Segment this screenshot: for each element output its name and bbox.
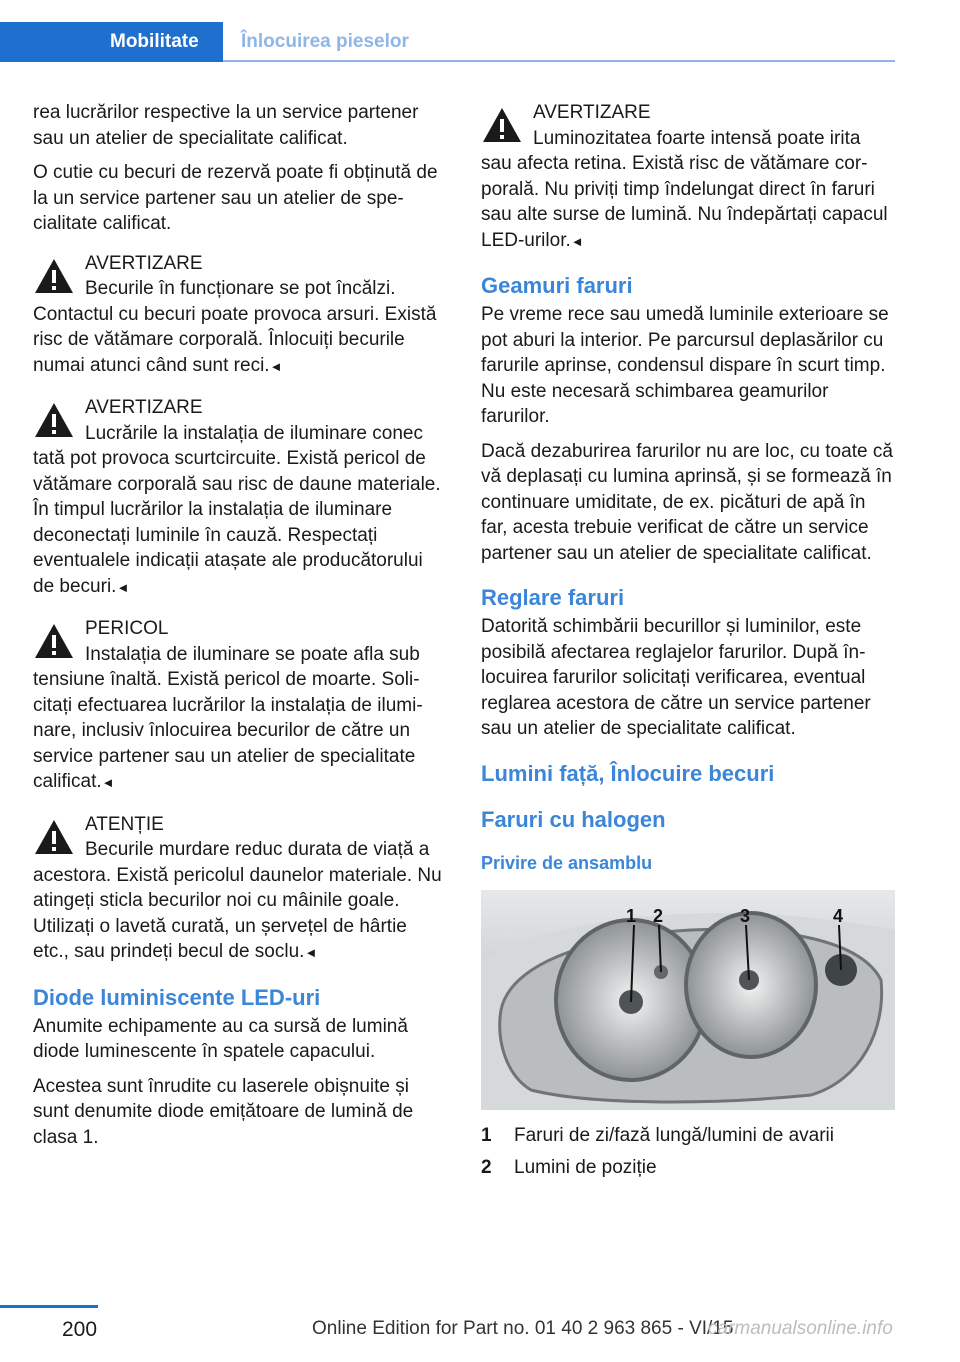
right-column [481, 100, 896, 1184]
warning-triangle-icon [33, 401, 75, 439]
edition-text: Online Edition for Part no. 01 40 2 963 865 - VI/15 [312, 1318, 734, 1339]
paragraph: Anumite echipamente au ca sursă de lumină diode luminescente în spatele capacului. [33, 1015, 408, 1062]
page-header [0, 0, 960, 62]
legend-item [481, 1152, 896, 1184]
subheading-ansamblu: Privire de ansamblu [481, 852, 653, 873]
warning-title: AVERTIZARE [533, 102, 651, 123]
headlight-illustration [481, 890, 895, 1110]
paragraph: Acestea sunt înrudite cu laserele obișnuite și sunt denumite diode emițătoare de lumină de clasa 1. [33, 1075, 414, 1148]
paragraph: Dacă dezaburirea farurilor nu are loc, cu toate că vă deplasați cu lumina aprinsă, și se formează în continuare umiditate, de ex. picături de apă în far, acesta trebuie verificat de către un service partener sau un atelier de specialitate calificat. [481, 440, 893, 564]
warning-triangle-icon [33, 257, 75, 295]
warning-text: Becurile în funcționare se pot încălzi. [85, 278, 396, 299]
warning-text: Instalația de iluminare se poate afla sub [85, 643, 420, 665]
paragraph: Datorită schimbării becurillor și luminilor, este posibilă afectarea reglajelor farurilor. După înlocuirea farurilor solicitați verificarea, eventual reglarea acestora de către un service partener sau un atelier de specialitate calificat. [481, 616, 871, 739]
end-mark: ◄ [116, 579, 130, 595]
warning-block [33, 395, 448, 600]
end-mark: ◄ [269, 358, 283, 374]
paragraph: rea lucrărilor respective la un service partener sau un atelier de specialitate calificat. [33, 102, 419, 149]
warning-triangle-icon [481, 106, 523, 144]
section-heading-halogen: Faruri cu halogen [481, 806, 666, 832]
end-mark: ◄ [304, 945, 318, 960]
page-number: 200 [62, 1318, 98, 1341]
section-heading-lumini: Lumini față, Înlocuire becuri [481, 760, 775, 786]
legend-item [481, 1120, 896, 1152]
section-tab: Înlocuirea pieselor [241, 31, 409, 52]
figure-label: 3 [740, 905, 751, 926]
warning-title: PERICOL [85, 618, 169, 639]
section-heading-geamuri: Geamuri faruri [481, 273, 633, 298]
warning-text: sau afecta retina. Există risc de vătămare corporală. Nu priviți timp îndelungat direct în faruri sau alte surse de lumină. Nu îndepărtați capacul LED-urilor. [481, 153, 888, 251]
danger-block [33, 616, 448, 796]
warning-title: AVERTIZARE [85, 397, 203, 418]
warning-text: Becurile murdare reduc durata de viață a [85, 839, 430, 860]
warning-text: Contactul cu becuri poate provoca arsuri. Există risc de vătămare corporală. Înlocuiți becurile numai atunci când sunt reci. [33, 303, 437, 376]
headlight-figure [481, 890, 895, 1110]
section-heading-reglare: Reglare faruri [481, 585, 625, 610]
warning-text: acestora. Există pericolul daunelor materiale. Nu atingeți sticla becurilor noi cu mâinile goale. Utilizați o lavetă curată, un șervețel de hârtie etc., sau prindeți becul de soclu. [33, 864, 442, 962]
legend-number: 2 [481, 1156, 492, 1178]
watermark: carmanualsonline.info [708, 1318, 893, 1339]
warning-block [481, 100, 896, 254]
figure-label: 4 [833, 905, 844, 926]
caution-block [33, 812, 448, 966]
legend-text: Faruri de zi/fază lungă/lumini de avarii [514, 1124, 834, 1146]
figure-label: 1 [626, 905, 637, 926]
warning-triangle-icon [33, 622, 75, 660]
end-mark: ◄ [570, 233, 584, 249]
paragraph: O cutie cu becuri de rezervă poate fi obținută de la un service partener sau un atelier de specialitate calificat. [33, 162, 438, 234]
warning-title: ATENȚIE [85, 813, 164, 835]
header-rule [223, 60, 895, 62]
footer-rule [0, 1305, 98, 1308]
figure-label: 2 [653, 905, 664, 926]
warning-block [33, 251, 448, 380]
warning-text: Luminozitatea foarte intensă poate irita [533, 127, 861, 149]
warning-text: Lucrările la instalația de iluminare conec [85, 422, 423, 444]
end-mark: ◄ [101, 775, 115, 790]
legend-text: Lumini de poziție [514, 1156, 657, 1178]
paragraph: Pe vreme rece sau umedă luminile exterioare se pot aburi la interior. Pe parcursul deplasărilor cu farurile aprinse, condensul dispare în scurt timp. Nu este necesară schimbarea geamurilor farurilor. [481, 304, 889, 427]
legend-number: 1 [481, 1124, 492, 1146]
warning-text: tensiune înaltă. Există pericol de moarte. Solicitați efectuarea lucrărilor la instalația de iluminare, inclusiv înlocuirea becurilor de către un service partener sau un atelier de specialitate calificat. [33, 669, 423, 792]
warning-text: tată pot provoca scurtcircuite. Există pericol de vătămare corporală sau risc de daune materiale. În timpul lucrărilor la instalația de iluminare deconectați luminile în cauză. Respectați eventualele indicații atașate ale producătorului de becuri. [33, 448, 441, 597]
warning-title: AVERTIZARE [85, 252, 203, 274]
chapter-tab: Mobilitate [0, 22, 223, 62]
warning-triangle-icon [33, 818, 75, 856]
left-column [33, 100, 448, 1159]
section-heading-led: Diode luminiscente LED-uri [33, 984, 321, 1010]
